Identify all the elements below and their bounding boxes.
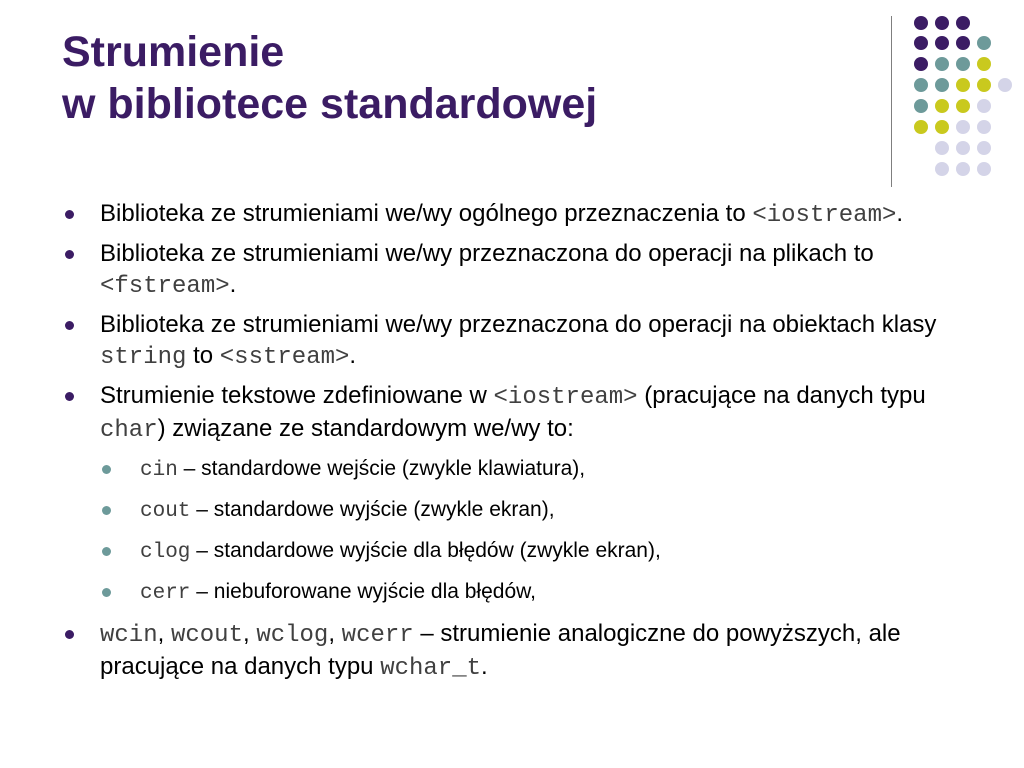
decorative-dot <box>998 78 1012 92</box>
decorative-dot <box>956 78 970 92</box>
sub-bullet-text <box>140 498 555 521</box>
code-text: <iostream> <box>752 202 897 229</box>
slide-title-line-1: Strumienie <box>62 28 285 76</box>
bullet-marker <box>65 321 74 330</box>
sub-bullet-list <box>100 454 962 609</box>
code-text: char <box>100 417 158 444</box>
code-text: <sstream> <box>219 344 350 371</box>
bullet-text <box>100 200 903 227</box>
decorative-dot <box>956 162 970 176</box>
decorative-dot <box>914 36 928 50</box>
code-text: clog <box>140 541 191 564</box>
sub-bullet-cerr <box>100 577 962 609</box>
decorative-dot <box>935 57 949 71</box>
bullet-wide-streams <box>62 618 962 684</box>
bullet-marker <box>65 250 74 259</box>
decorative-dot <box>956 57 970 71</box>
decorative-dot <box>977 162 991 176</box>
decorative-dot <box>977 120 991 134</box>
bullet-fstream <box>62 238 962 302</box>
text-run: – standardowe wyjście dla błędów (zwykle ekran), <box>190 539 661 562</box>
text-run: ) związane ze standardowym we/wy to: <box>157 415 574 442</box>
code-text: cerr <box>140 582 191 605</box>
decorative-dot <box>914 99 928 113</box>
slide-title <box>62 26 597 130</box>
decorative-dot <box>935 141 949 155</box>
sub-bullet-cout <box>100 495 962 527</box>
decorative-dot <box>977 57 991 71</box>
decorative-dot <box>935 36 949 50</box>
text-run: . <box>349 342 357 369</box>
decorative-dot <box>977 36 991 50</box>
bullet-list <box>62 198 962 684</box>
bullet-text <box>100 240 874 298</box>
text-run: Biblioteka ze strumieniami we/wy przeznaczona do operacji na obiektach klasy <box>100 311 937 338</box>
text-run: – strumienie analogiczne do powyższych, ale pracujące na danych typu <box>100 620 901 680</box>
decorative-dot <box>956 141 970 155</box>
code-text: wcout <box>170 622 243 649</box>
decorative-dot <box>935 162 949 176</box>
text-run: . <box>896 200 904 227</box>
code-text: wclog <box>256 622 329 649</box>
decorative-dot <box>956 36 970 50</box>
sub-bullet-cin <box>100 454 962 486</box>
text-run: , <box>328 620 342 647</box>
sub-bullet-text <box>140 539 661 562</box>
sub-bullet-text <box>140 580 536 603</box>
text-run: . <box>481 653 488 680</box>
text-run: . <box>229 271 237 298</box>
decorative-dot <box>935 78 949 92</box>
bullet-marker <box>65 392 74 401</box>
text-run: Biblioteka ze strumieniami we/wy przeznaczona do operacji na plikach to <box>100 240 874 267</box>
code-text: wcin <box>100 622 158 649</box>
decorative-dot <box>914 16 928 30</box>
decorative-dot <box>977 141 991 155</box>
sub-bullet-text <box>140 457 585 480</box>
text-run: , <box>157 620 171 647</box>
decorative-dot <box>935 16 949 30</box>
bullet-text <box>100 620 901 680</box>
decorative-dot <box>956 99 970 113</box>
decorative-dot <box>956 120 970 134</box>
text-run: Strumienie tekstowe zdefiniowane w <box>100 382 494 409</box>
code-text: string <box>100 344 187 371</box>
decorative-vertical-line <box>891 16 892 187</box>
text-run: – standardowe wyjście (zwykle ekran), <box>190 498 555 521</box>
code-text: cin <box>140 459 178 482</box>
bullet-standard-streams <box>62 380 962 609</box>
sub-bullet-clog <box>100 536 962 568</box>
sub-bullet-marker <box>102 547 111 556</box>
text-run: to <box>186 342 220 369</box>
bullet-marker <box>65 630 74 639</box>
decorative-dot <box>914 78 928 92</box>
decorative-dot <box>914 120 928 134</box>
sub-bullet-marker <box>102 588 111 597</box>
code-text: wchar_t <box>380 655 482 682</box>
sub-bullet-marker <box>102 506 111 515</box>
text-run: (pracujące na danych typu <box>637 382 926 409</box>
slide-title-line-2: w bibliotece standardowej <box>62 80 598 128</box>
code-text: cout <box>140 500 191 523</box>
bullet-marker <box>65 210 74 219</box>
text-run: , <box>242 620 257 647</box>
bullet-iostream <box>62 198 962 231</box>
sub-bullet-marker <box>102 465 111 474</box>
bullet-text <box>100 382 926 442</box>
slide-body <box>62 198 962 691</box>
text-run: Biblioteka ze strumieniami we/wy ogólnego przeznaczenia to <box>100 200 753 227</box>
decorative-dot <box>935 120 949 134</box>
code-text: <iostream> <box>493 384 638 411</box>
decorative-dot <box>935 99 949 113</box>
decorative-dot <box>977 78 991 92</box>
text-run: – niebuforowane wyjście dla błędów, <box>190 580 536 603</box>
decorative-dot <box>956 16 970 30</box>
code-text: <fstream> <box>100 273 230 300</box>
decorative-dot <box>977 99 991 113</box>
code-text: wcerr <box>341 622 414 649</box>
decorative-dot <box>914 57 928 71</box>
bullet-sstream <box>62 309 962 373</box>
bullet-text <box>100 311 936 369</box>
text-run: – standardowe wejście (zwykle klawiatura), <box>177 457 586 480</box>
